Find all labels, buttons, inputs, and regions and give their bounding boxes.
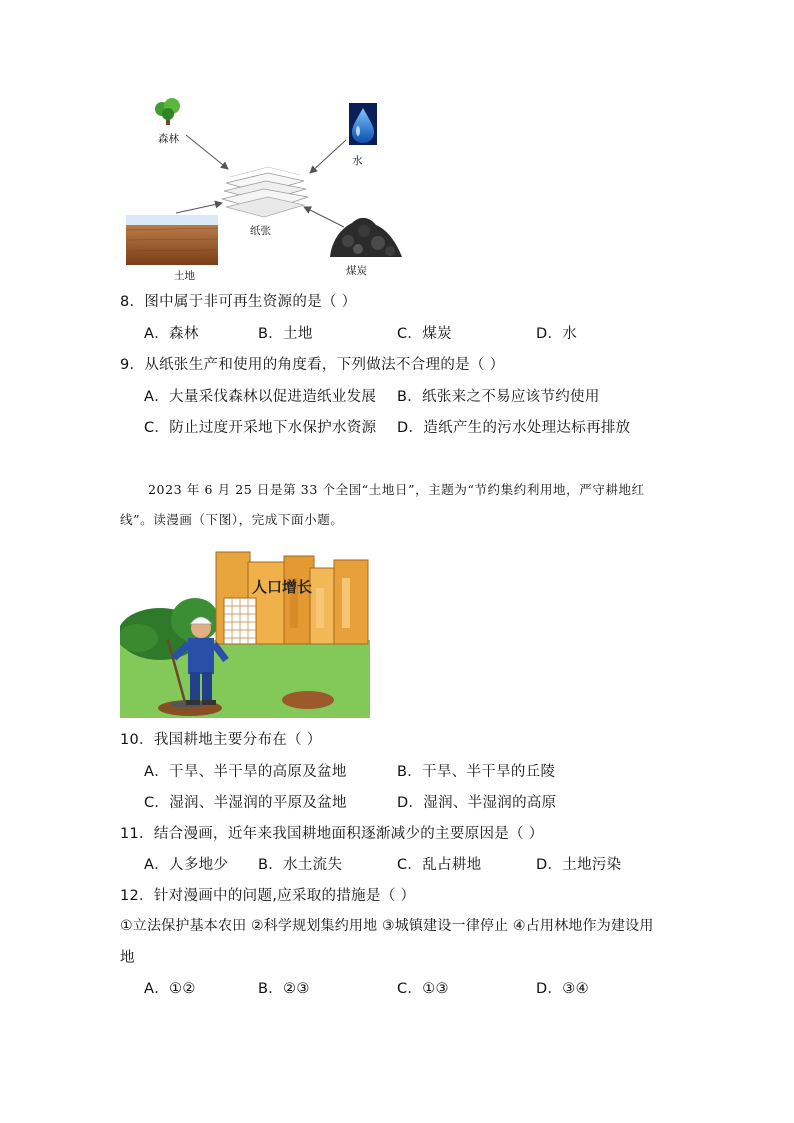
q8-option-c[interactable]: C．煤炭 bbox=[397, 326, 452, 342]
q9-option-b[interactable]: B．纸张来之不易应该节约使用 bbox=[397, 389, 600, 405]
q11-option-a[interactable]: A．人多地少 bbox=[144, 857, 229, 873]
label-water: 水 bbox=[352, 155, 363, 167]
q8-option-a[interactable]: A．森林 bbox=[144, 326, 199, 342]
q12-choices-line-1: ①立法保护基本农田 ②科学规划集约用地 ③城镇建设一律停止 ④占用林地作为建设用 bbox=[120, 918, 654, 934]
q12-option-c[interactable]: C．①③ bbox=[397, 981, 449, 997]
arrow-land bbox=[176, 203, 222, 213]
q12-choices-line-2: 地 bbox=[120, 950, 135, 966]
q11-option-b[interactable]: B．水土流失 bbox=[258, 857, 343, 873]
q10-option-a[interactable]: A．干旱、半干旱的高原及盆地 bbox=[144, 764, 347, 780]
resource-diagram bbox=[118, 95, 418, 285]
question-9-stem: 9．从纸张生产和使用的角度看，下列做法不合理的是（ ） bbox=[120, 357, 505, 373]
buildings-icon bbox=[216, 552, 368, 644]
mud-patch bbox=[282, 691, 334, 709]
figure-paper-resources bbox=[118, 95, 418, 285]
q8-option-b[interactable]: B．土地 bbox=[258, 326, 313, 342]
q9-option-a[interactable]: A．大量采伐森林以促进造纸业发展 bbox=[144, 389, 377, 405]
tree-icon bbox=[155, 98, 180, 125]
arrow-coal bbox=[304, 207, 344, 227]
q9-option-d[interactable]: D．造纸产生的污水处理达标再排放 bbox=[397, 420, 631, 436]
question-11-stem: 11．结合漫画，近年来我国耕地面积逐渐减少的主要原因是（ ） bbox=[120, 826, 544, 842]
passage-line-2: 线”。读漫画（下图），完成下面小题。 bbox=[120, 512, 344, 527]
q8-option-d[interactable]: D．水 bbox=[536, 326, 578, 342]
label-land: 土地 bbox=[174, 270, 195, 282]
arrow-forest bbox=[186, 135, 228, 169]
cartoon-farmer-buildings bbox=[120, 548, 370, 718]
label-paper: 纸张 bbox=[250, 225, 271, 237]
question-10-stem: 10．我国耕地主要分布在（ ） bbox=[120, 732, 322, 748]
label-forest: 森林 bbox=[158, 133, 179, 145]
q12-option-b[interactable]: B．②③ bbox=[258, 981, 310, 997]
q10-option-c[interactable]: C．湿润、半湿润的平原及盆地 bbox=[144, 795, 347, 811]
question-8-stem: 8．图中属于非可再生资源的是（ ） bbox=[120, 294, 357, 310]
population-growth-sign: 人口增长 bbox=[252, 578, 313, 596]
q10-option-d[interactable]: D．湿润、半湿润的高原 bbox=[397, 795, 557, 811]
coal-icon bbox=[330, 218, 402, 257]
arrow-water bbox=[310, 140, 346, 173]
q11-option-d[interactable]: D．土地污染 bbox=[536, 857, 622, 873]
q12-option-a[interactable]: A．①② bbox=[144, 981, 196, 997]
q12-option-d[interactable]: D．③④ bbox=[536, 981, 589, 997]
farmland-icon bbox=[126, 215, 218, 265]
q9-option-c[interactable]: C．防止过度开采地下水保护水资源 bbox=[144, 420, 377, 436]
q10-option-b[interactable]: B．干旱、半干旱的丘陵 bbox=[397, 764, 556, 780]
paper-stack-icon bbox=[222, 167, 308, 217]
passage-line-1: 2023 年 6 月 25 日是第 33 个全国“土地日”，主题为“节约集约利用地，严守耕地红 bbox=[148, 482, 645, 497]
cartoon-figure bbox=[120, 548, 370, 718]
water-drop-icon bbox=[349, 103, 377, 145]
q11-option-c[interactable]: C．乱占耕地 bbox=[397, 857, 482, 873]
question-12-stem: 12．针对漫画中的问题,应采取的措施是（ ） bbox=[120, 888, 416, 904]
label-coal: 煤炭 bbox=[346, 265, 367, 277]
